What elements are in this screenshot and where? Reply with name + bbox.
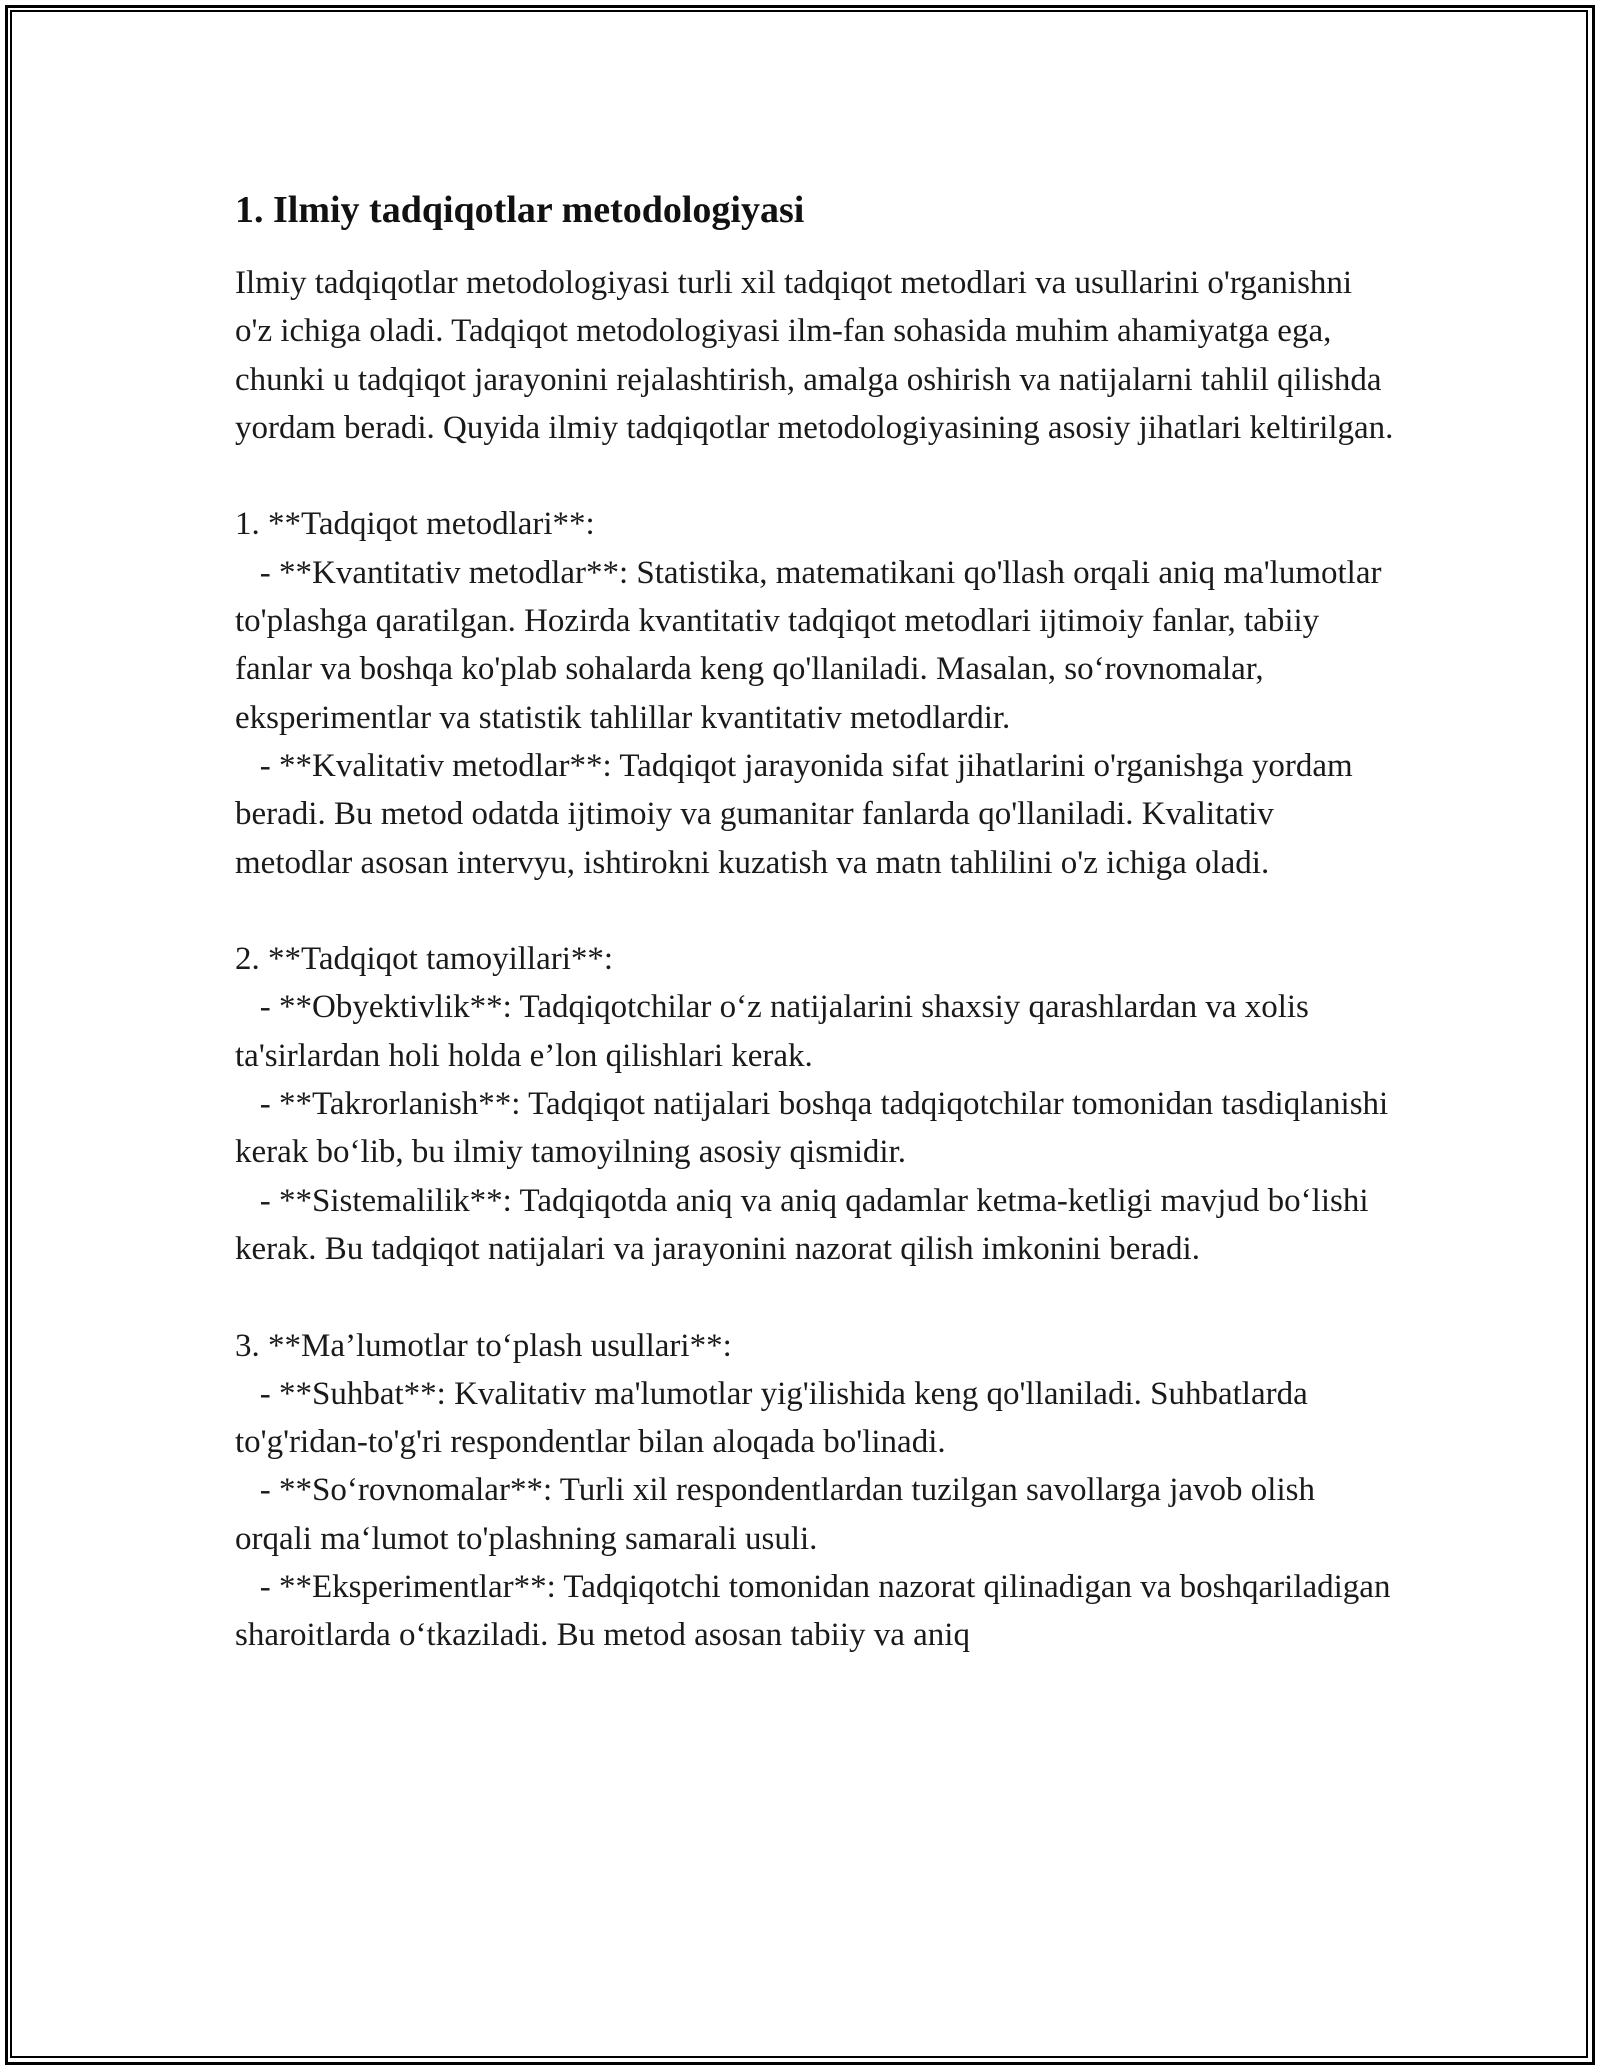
document-content xyxy=(235,185,1395,1660)
document-body: Ilmiy tadqiqotlar metodologiyasi turli xil tadqiqot metodlari va usullarini o'rganishni o'z ichiga oladi. Tadqiqot metodologiyasi ilm-fan sohasida muhim ahamiyatga ega, chunki u tadqiqot jarayonini rejalashtirish, amalga oshirish va natijalarni tahlil qilishda yordam beradi. Quyida ilmiy tadqiqotlar metodologiyasining asosiy jihatlari keltirilgan. 1. **Tadqiqot metodlari**: - **Kvantitativ metodlar**: Statistika, matematikani qo'llash orqali aniq ma'lumotlar to'plashga qaratilgan. Hozirda kvantitativ tadqiqot metodlari ijtimoiy fanlar, tabiiy fanlar va boshqa ko'plab sohalarda keng qo'llaniladi. Masalan, so‘rovnomalar, eksperimentlar va statistik tahlillar kvantitativ metodlardir. - **Kvalitativ metodlar**: Tadqiqot jarayonida sifat jihatlarini o'rganishga yordam beradi. Bu metod odatda ijtimoiy va gumanitar fanlarda qo'llaniladi. Kvalitativ metodlar asosan intervyu, ishtirokni kuzatish va matn tahlilini o'z ichiga oladi. 2. **Tadqiqot tamoyillari**: - **Obyektivlik**: Tadqiqotchilar o‘z natijalarini shaxsiy qarashlardan va xolis ta'sirlardan holi holda e’lon qilishlari kerak. - **Takrorlanish**: Tadqiqot natijalari boshqa tadqiqotchilar tomonidan tasdiqlanishi kerak bo‘lib, bu ilmiy tamoyilning asosiy qismidir. - **Sistemalilik**: Tadqiqotda aniq va aniq qadamlar ketma-ketligi mavjud bo‘lishi kerak. Bu tadqiqot natijalari va jarayonini nazorat qilish imkonini beradi. 3. **Ma’lumotlar to‘plash usullari**: - **Suhbat**: Kvalitativ ma'lumotlar yig'ilishida keng qo'llaniladi. Suhbatlarda to'g'ridan-to'g'ri respondentlar bilan aloqada bo'linadi. - **So‘rovnomalar**: Turli xil respondentlardan tuzilgan savollarga javob olish orqali ma‘lumot to'plashning samarali usuli. - **Eksperimentlar**: Tadqiqotchi tomonidan nazorat qilinadigan va boshqariladigan sharoitlarda o‘tkaziladi. Bu metod asosan tabiiy va aniq xyxy=(235,265,1394,1654)
document-title: 1. Ilmiy tadqiqotlar metodologiyasi xyxy=(235,189,805,231)
